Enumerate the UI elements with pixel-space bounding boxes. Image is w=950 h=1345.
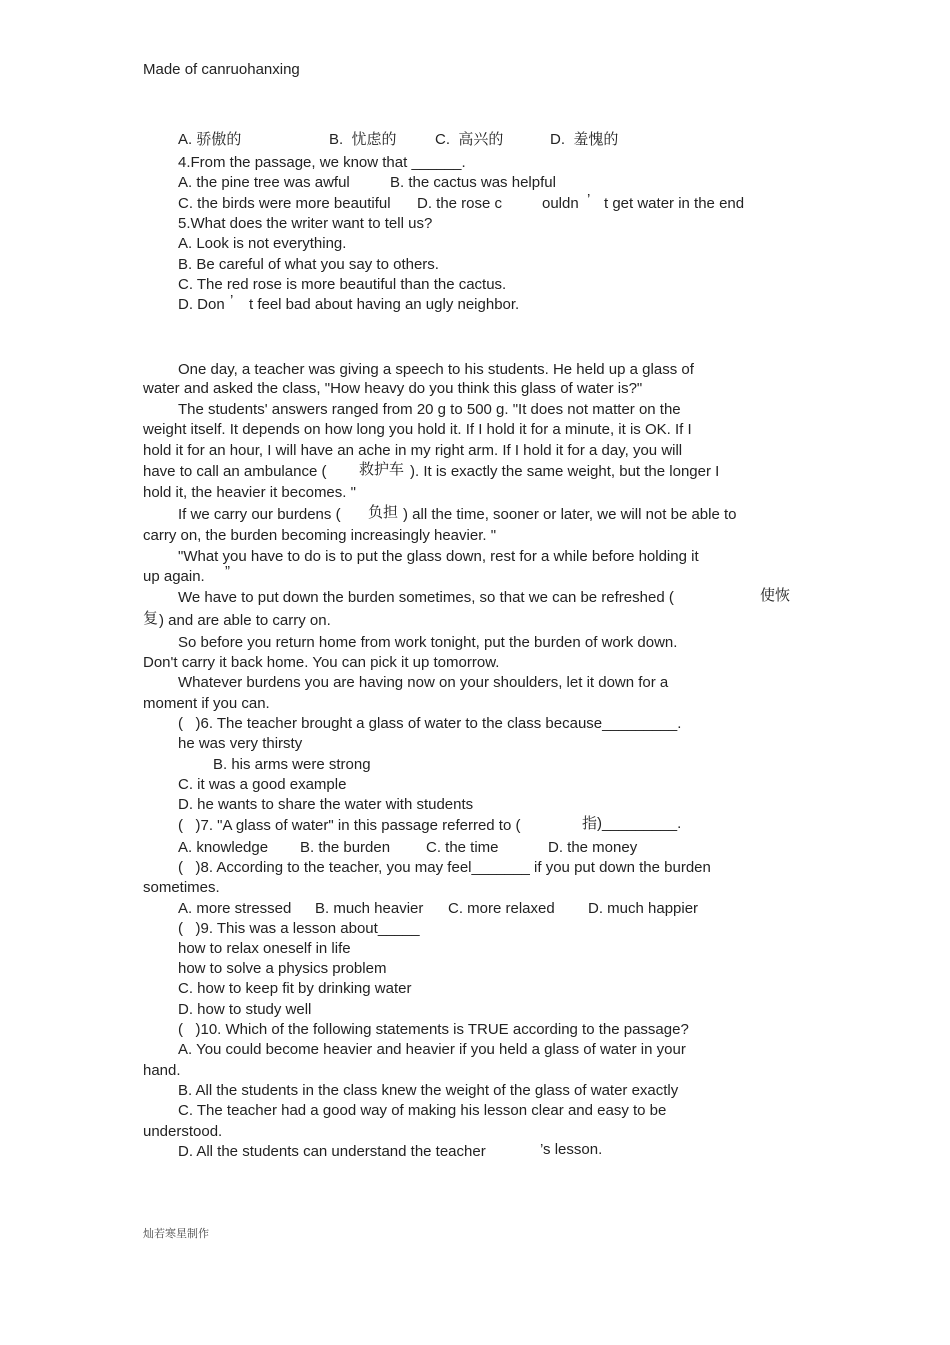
q6-option-a: he was very thirsty xyxy=(178,735,303,752)
passage-p5-chinese-part2: 复 xyxy=(143,610,159,627)
q10-option-d-part1: D. All the students can understand the teacher xyxy=(178,1143,486,1160)
passage-p2-line2: weight itself. It depends on how long you hold it. If I hold it for a minute, it is OK. If I xyxy=(143,421,692,438)
passage-p6-line1: So before you return home from work tonight, put the burden of work down. xyxy=(178,634,678,651)
q4-option-b: B. the cactus was helpful xyxy=(390,174,556,191)
q8-question-line2: sometimes. xyxy=(143,879,220,896)
q9-option-a: how to relax oneself in life xyxy=(178,940,351,957)
q7-option-c: C. the time xyxy=(426,839,499,856)
q4-question: 4.From the passage, we know that ______. xyxy=(178,154,466,171)
q10-option-c-line2: understood. xyxy=(143,1123,223,1140)
q4-option-d-part3: t get water in the end xyxy=(604,195,745,212)
passage-p4-line2: up again. xyxy=(143,568,205,585)
passage-p1-line2: water and asked the class, "How heavy do you think this glass of water is?" xyxy=(143,380,643,397)
q5-option-d-part2: t feel bad about having an ugly neighbor. xyxy=(249,296,520,313)
q5-option-c: C. The red rose is more beautiful than the cactus. xyxy=(178,276,507,293)
passage-p4-closing-quote: ” xyxy=(225,563,230,580)
q5-option-d-apostrophe: ’ xyxy=(230,292,234,309)
q8-option-d: D. much happier xyxy=(588,900,699,917)
page-header: Made of canruohanxing xyxy=(143,61,300,78)
passage-p3-line1-part2: ) all the time, sooner or later, we will not be able to xyxy=(403,506,737,523)
passage-p3-line1-part1: If we carry our burdens ( xyxy=(178,506,341,523)
q6-option-d: D. he wants to share the water with students xyxy=(178,796,474,813)
q6-option-b: B. his arms were strong xyxy=(213,756,371,773)
page-footer: 灿若寒星制作 xyxy=(143,1227,209,1240)
passage-p2-line4-part2: ). It is exactly the same weight, but the longer I xyxy=(410,463,720,480)
passage-p3-line1-chinese: 负担 xyxy=(368,504,399,521)
passage-p1-line1: One day, a teacher was giving a speech to his students. He held up a glass of xyxy=(178,361,694,378)
q10-option-b: B. All the students in the class knew the weight of the glass of water exactly xyxy=(178,1082,679,1099)
passage-p5-line1: We have to put down the burden sometimes, so that we can be refreshed ( xyxy=(178,589,674,606)
q5-option-d-part1: D. Don xyxy=(178,296,225,313)
passage-p6-line2: Don't carry it back home. You can pick it up tomorrow. xyxy=(143,654,500,671)
q10-question: ( )10. Which of the following statements is TRUE according to the passage? xyxy=(178,1021,689,1038)
passage-p7-line2: moment if you can. xyxy=(143,695,270,712)
q6-question: ( )6. The teacher brought a glass of water to the class because_________. xyxy=(178,715,682,732)
q10-option-d-part2: ’s lesson. xyxy=(540,1141,603,1158)
q5-option-a: A. Look is not everything. xyxy=(178,235,347,252)
q4-option-d-part1: D. the rose c xyxy=(417,195,503,212)
q4-option-d-apostrophe: ’ xyxy=(587,191,591,208)
q4-option-a: A. the pine tree was awful xyxy=(178,174,350,191)
q7-option-b: B. the burden xyxy=(300,839,391,856)
passage-p4-line1: "What you have to do is to put the glass down, rest for a while before holding it xyxy=(178,548,699,565)
q5-question: 5.What does the writer want to tell us? xyxy=(178,215,433,232)
q10-option-a-line2: hand. xyxy=(143,1062,181,1079)
q9-option-d: D. how to study well xyxy=(178,1001,312,1018)
q10-option-c-line1: C. The teacher had a good way of making his lesson clear and easy to be xyxy=(178,1102,667,1119)
q5-option-b: B. Be careful of what you say to others. xyxy=(178,256,439,273)
q3-option-b: B. 忧虑的 xyxy=(329,131,397,148)
passage-p3-line2: carry on, the burden becoming increasingly heavier. " xyxy=(143,527,497,544)
passage-p7-line1: Whatever burdens you are having now on your shoulders, let it down for a xyxy=(178,674,669,691)
q7-question-part2: 指)_________. xyxy=(582,815,682,832)
q9-question: ( )9. This was a lesson about_____ xyxy=(178,920,420,937)
q3-option-c: C. 高兴的 xyxy=(435,131,504,148)
q4-option-d-part2: ouldn xyxy=(542,195,579,212)
passage-p5-chinese-part1: 使恢 xyxy=(760,587,791,604)
passage-p2-line3: hold it for an hour, I will have an ache in my right arm. If I hold it for a day, you will xyxy=(143,442,683,459)
passage-p2-line4-chinese: 救护车 xyxy=(359,461,405,478)
passage-p2-line4-part1: have to call an ambulance ( xyxy=(143,463,327,480)
q7-question-part1: ( )7. "A glass of water" in this passage referred to ( xyxy=(178,817,521,834)
q7-option-d: D. the money xyxy=(548,839,638,856)
q3-option-a: A. 骄傲的 xyxy=(178,131,242,148)
q9-option-c: C. how to keep fit by drinking water xyxy=(178,980,412,997)
q8-option-a: A. more stressed xyxy=(178,900,292,917)
q6-option-c: C. it was a good example xyxy=(178,776,347,793)
q8-option-c: C. more relaxed xyxy=(448,900,555,917)
q8-question-line1: ( )8. According to the teacher, you may feel_______ if you put down the burden xyxy=(178,859,711,876)
q8-option-b: B. much heavier xyxy=(315,900,424,917)
q10-option-a-line1: A. You could become heavier and heavier if you held a glass of water in your xyxy=(178,1041,686,1058)
q4-option-c: C. the birds were more beautiful xyxy=(178,195,391,212)
passage-p5-line2: ) and are able to carry on. xyxy=(159,612,331,629)
q3-option-d: D. 羞愧的 xyxy=(550,131,619,148)
q9-option-b: how to solve a physics problem xyxy=(178,960,387,977)
q7-option-a: A. knowledge xyxy=(178,839,269,856)
passage-p2-line1: The students' answers ranged from 20 g to 500 g. "It does not matter on the xyxy=(178,401,681,418)
passage-p2-line5: hold it, the heavier it becomes. " xyxy=(143,484,356,501)
